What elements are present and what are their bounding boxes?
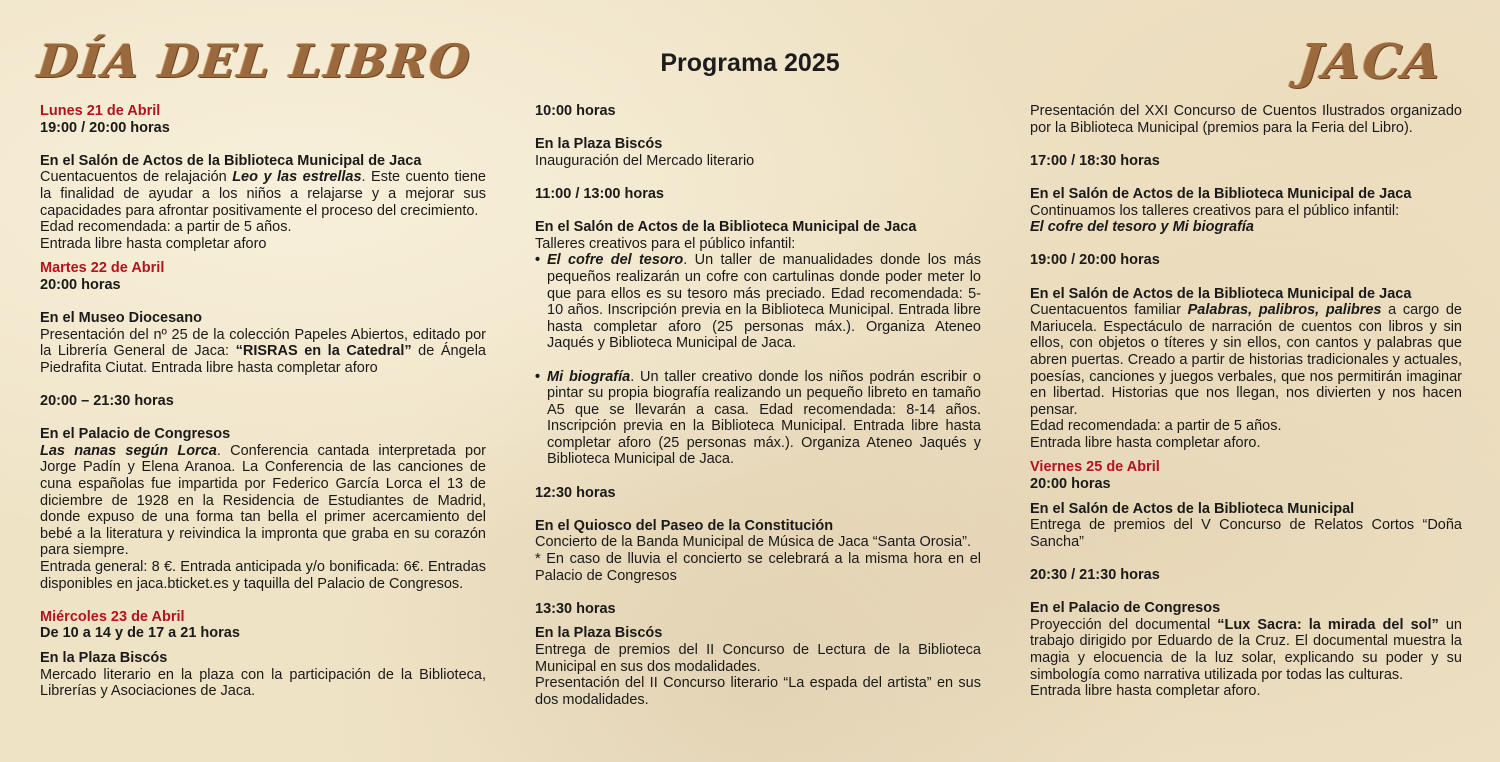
venue-heading: En el Salón de Actos de la Biblioteca Municipal de Jaca <box>535 219 917 236</box>
time-heading: 10:00 horas <box>535 103 616 119</box>
event-description: Proyección del documental “Lux Sacra: la mirada del sol” un trabajo dirigido por Eduardo de la Cruz. El documental muestra la magia y elocuencia de la luz solar, explicando su poder y su simbología como narrativa utilizada por todas las culturas. <box>1030 616 1462 683</box>
time-heading: 20:00 horas <box>40 276 121 293</box>
event-description: Cuentacuentos familiar Palabras, palibros, palibres a cargo de Mariucela. Espectáculo de narración de cuentos con libros y sin ellos, con objetos o títeres y sin ellos, con cantos y palabras que abren puertas. Creado a partir de historias tradicionales y actuales, poesías, canciones y juegos verbales, que nos permitirán imaginar en libertad. Historias que nos llegan, nos divierten y nos hacen pensar. <box>1030 302 1462 418</box>
price-text: Entrada general: 8 €. Entrada anticipada y/o bonificada: 6€. Entradas disponibles en jaca.bticket.es y taquilla del Palacio de Congresos. <box>40 559 486 592</box>
entry-text: Entrada libre hasta completar aforo <box>40 235 267 252</box>
column-2 <box>535 103 981 708</box>
time-heading: 17:00 / 18:30 horas <box>1030 152 1160 169</box>
event-description: Cuentacuentos de relajación Leo y las estrellas. Este cuento tiene la finalidad de ayudar a los niños a relajarse y a mejorar sus capacidades para afrontar positivamente el proceso del crecimiento. <box>40 169 486 219</box>
column-3 <box>1030 103 1462 700</box>
workshop-list <box>535 252 981 468</box>
time-heading: 19:00 / 20:00 horas <box>40 119 170 136</box>
venue-heading: En el Salón de Actos de la Biblioteca Municipal de Jaca <box>1030 285 1412 302</box>
event-description: Entrega de premios del V Concurso de Relatos Cortos “Doña Sancha” <box>1030 517 1462 550</box>
time-heading: 20:30 / 21:30 horas <box>1030 567 1160 584</box>
venue-heading: En la Plaza Biscós <box>40 650 168 666</box>
right-title-jaca: JACA <box>1295 34 1445 90</box>
venue-heading: En el Palacio de Congresos <box>1030 600 1221 617</box>
entry-text: Entrada libre hasta completar aforo. <box>1030 683 1261 700</box>
time-heading: 12:30 horas <box>535 484 616 501</box>
left-title-dia-del-libro: DÍA DEL LIBRO <box>35 34 475 88</box>
entry-text: Entrada libre hasta completar aforo. <box>1030 434 1261 451</box>
list-item: • Mi biografía. Un taller creativo donde los niños podrán escribir o pintar su propia biografía realizando un pequeño libreto en tamaño A5 que se llevarán a casa. Edad recomendada: 8-14 años. Inscripción previa en la Biblioteca Municipal. Entrada libre hasta completar aforo (25 personas máx.). Organiza Ateneo Jaqués y Biblioteca Municipal de Jaca. <box>535 369 981 469</box>
event-description: Continuamos los talleres creativos para el público infantil: <box>1030 202 1400 219</box>
venue-heading: En el Salón de Actos de la Biblioteca Municipal <box>1030 500 1355 517</box>
column-1 <box>40 103 486 700</box>
date-heading: Lunes 21 de Abril <box>40 103 161 119</box>
time-heading: De 10 a 14 y de 17 a 21 horas <box>40 625 240 642</box>
date-heading: Viernes 25 de Abril <box>1030 459 1160 476</box>
event-description: Presentación del nº 25 de la colección Papeles Abiertos, editado por la Librería General de Jaca: “RISRAS en la Catedral” de Ángela Piedrafita Ciutat. Entrada libre hasta completar aforo <box>40 326 486 376</box>
age-text: Edad recomendada: a partir de 5 años. <box>1030 418 1282 435</box>
age-text: Edad recomendada: a partir de 5 años. <box>40 219 292 236</box>
date-heading: Miércoles 23 de Abril <box>40 608 185 625</box>
event-description: Inauguración del Mercado literario <box>535 152 755 169</box>
venue-heading: En el Salón de Actos de la Biblioteca Municipal de Jaca <box>40 152 422 169</box>
venue-heading: En el Museo Diocesano <box>40 310 202 327</box>
event-description: Presentación del XXI Concurso de Cuentos Ilustrados organizado por la Biblioteca Municipal (premios para la Feria del Libro). <box>1030 103 1462 136</box>
workshop-titles: El cofre del tesoro y Mi biografía <box>1030 219 1254 236</box>
list-item: • El cofre del tesoro. Un taller de manualidades donde los más pequeños realizarán un cofre con cartulinas donde poder meter lo que para ellos es su tesoro más preciado. Edad recomendada: 5-10 años. Inscripción previa en la Biblioteca Municipal. Entrada libre hasta completar aforo (25 personas máx.). Organiza Ateneo Jaqués y Biblioteca Municipal de Jaca. <box>535 252 981 352</box>
venue-heading: En el Quiosco del Paseo de la Constitución <box>535 517 834 534</box>
time-heading: 19:00 / 20:00 horas <box>1030 252 1160 269</box>
page-title: Programa 2025 <box>660 49 840 77</box>
venue-heading: En la Plaza Biscós <box>535 136 663 153</box>
event-description: Talleres creativos para el público infantil: <box>535 235 796 252</box>
venue-heading: En el Palacio de Congresos <box>40 426 231 443</box>
venue-heading: En la Plaza Biscós <box>535 625 663 642</box>
event-description: Mercado literario en la plaza con la participación de la Biblioteca, Librerías y Asociaciones de Jaca. <box>40 666 486 700</box>
venue-heading: En el Salón de Actos de la Biblioteca Municipal de Jaca <box>1030 185 1412 202</box>
time-heading: 13:30 horas <box>535 600 616 617</box>
note-text: * En caso de lluvia el concierto se celebrará a la misma hora en el Palacio de Congresos <box>535 551 981 584</box>
time-heading: 11:00 / 13:00 horas <box>535 185 664 202</box>
event-description: Presentación del II Concurso literario “La espada del artista” en sus dos modalidades. <box>535 675 981 708</box>
time-heading: 20:00 – 21:30 horas <box>40 393 174 410</box>
event-description: Concierto de la Banda Municipal de Música de Jaca “Santa Orosia”. <box>535 534 972 551</box>
time-heading: 20:00 horas <box>1030 476 1111 493</box>
date-heading: Martes 22 de Abril <box>40 260 165 277</box>
event-description: Entrega de premios del II Concurso de Lectura de la Biblioteca Municipal en sus dos modalidades. <box>535 642 981 675</box>
event-description: Las nanas según Lorca. Conferencia cantada interpretada por Jorge Padín y Elena Aranoa. La Conferencia de las canciones de cuna españolas fue impartida por Federico García Lorca el 13 de diciembre de 1928 en la Residencia de Estudiantes de Madrid, donde expuso de una forma tan bella el primer acercamiento del bebé a la literatura y reivindica la impronta que graba en su corazón para siempre. <box>40 442 486 559</box>
